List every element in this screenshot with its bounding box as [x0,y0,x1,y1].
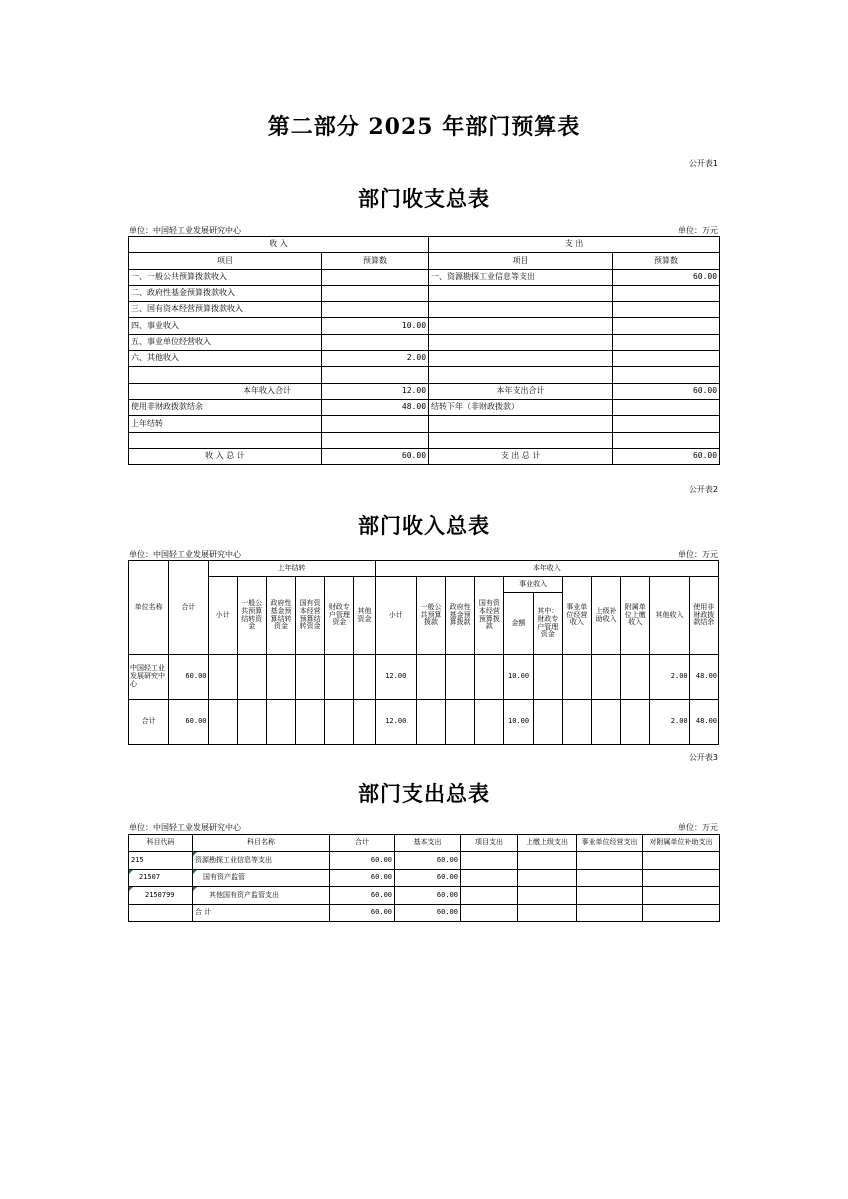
table-row [129,432,720,448]
h-other-income: 其他收入 [650,577,689,655]
h-gov-fund: 政府性基金预算拨款 [446,577,475,655]
table-row: 一、一般公共预算拨款收入 一、资源勘探工业信息等支出 60.00 [129,269,720,285]
h-of-which: 其中：财政专户管理资金 [533,593,562,655]
col-item-income: 项目 [129,253,322,269]
h-prev-fiscal-special: 财政专户管理资金 [325,577,354,655]
year-expense-label: 本年支出合计 [429,383,613,399]
h-this-year: 本年收入 [375,561,718,577]
table1-tag: 公开表1 [688,159,718,168]
col-item-expense: 项目 [429,253,613,269]
table-row: 五、事业单位经营收入 [129,334,720,350]
table-row: 215 资源勘探工业信息等支出 60.00 60.00 [129,852,720,869]
expense-summary-table [128,834,720,922]
income-summary-table [128,560,719,745]
table-total-row: 合 计 60.00 60.00 [129,904,720,921]
table-header-row: 科目代码 科目名称 合计 基本支出 项目支出 上缴上级支出 事业单位经营支出 对附属单位补助支出 [129,835,720,852]
table3-unit-org: 单位：中国轻工业发展研究中心 [129,823,241,832]
table-row: 二、政府性基金预算拨款收入 [129,285,720,301]
carry-next-label: 结转下年（非财政拨款） [429,399,613,415]
income-header: 收 入 [129,237,429,253]
h-prev-subtotal: 小计 [208,577,237,655]
table3-unit-currency: 单位：万元 [678,823,718,832]
table1-title: 部门收支总表 [358,186,490,211]
h-prev-carry: 上年结转 [208,561,375,577]
table-row: 21507 国有资产监管 60.00 60.00 [129,869,720,886]
table2-unit-currency: 单位：万元 [678,550,718,559]
table2-title: 部门收入总表 [358,513,490,538]
h-state-capital: 国有资本经营预算拨款 [475,577,504,655]
expense-total-value: 60.00 [613,448,720,464]
table-row: 合计 60.00 12.00 10.00 2.00 48.00 [129,700,719,745]
table-row [129,367,720,383]
year-total-row [129,383,720,399]
carry-nonfiscal-value: 48.00 [322,399,429,415]
h-total: 合计 [169,561,208,655]
h-prev-other: 其他资金 [354,577,375,655]
year-income-label: 本年收入合计 [129,383,322,399]
table-row: 中国轻工业发展研究中心 60.00 12.00 10.00 2.00 48.00 [129,655,719,700]
table-row: 六、其他收入 2.00 [129,351,720,367]
table-row: 2150799 其他国有资产监管支出 60.00 60.00 [129,887,720,904]
table-row: 四、事业收入 10.00 [129,318,720,334]
h-superior: 上级补助收入 [592,577,621,655]
year-expense-value: 60.00 [613,383,720,399]
col-budget-expense: 预算数 [613,253,720,269]
prev-carry-label: 上年结转 [129,416,322,432]
income-total-value: 60.00 [322,448,429,464]
h-subtotal: 小计 [375,577,416,655]
h-business-op: 事业单位经营收入 [562,577,591,655]
table1-unit-org: 单位：中国轻工业发展研究中心 [129,226,241,235]
h-prev-state-capital: 国有资本经营预算结转资金 [296,577,325,655]
carry-row [129,399,720,415]
table2-tag: 公开表2 [688,485,718,494]
expense-total-label: 支 出 总 计 [429,448,613,464]
table3-tag: 公开表3 [688,753,718,762]
table-row: 三、国有资本经营预算拨款收入 [129,302,720,318]
h-prev-gov-fund: 政府性基金预算结转资金 [266,577,295,655]
h-affiliated: 附属单位上缴收入 [621,577,650,655]
income-expense-table [128,236,720,465]
h-nonfiscal: 使用非财政拨款结余 [689,577,718,655]
table1-unit-currency: 单位：万元 [678,226,718,235]
h-unit-name: 单位名称 [129,561,169,655]
table2-unit-org: 单位：中国轻工业发展研究中心 [129,550,241,559]
grand-total-row [129,448,720,464]
h-general: 一般公共预算拨款 [416,577,445,655]
year-income-value: 12.00 [322,383,429,399]
expense-header: 支 出 [429,237,720,253]
income-total-label: 收 入 总 计 [129,448,322,464]
page-title: 第二部分 2025 年部门预算表 [267,114,581,140]
table3-title: 部门支出总表 [358,781,490,806]
h-amount: 金额 [504,593,533,655]
col-budget-income: 预算数 [322,253,429,269]
prev-carry-row [129,416,720,432]
h-prev-general: 一般公共预算结转资金 [237,577,266,655]
h-business-income: 事业收入 [504,577,562,593]
carry-nonfiscal-label: 使用非财政拨款结余 [129,399,322,415]
